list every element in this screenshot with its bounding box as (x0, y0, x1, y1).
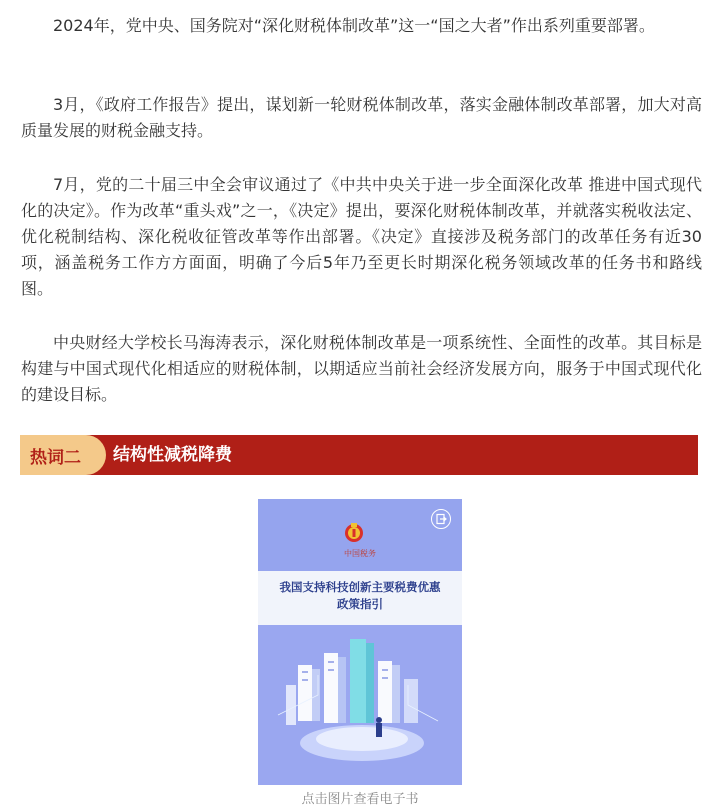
cover-title-line-2: 政策指引 (337, 597, 383, 611)
cover-title-line-1: 我国支持科技创新主要税费优惠 (279, 580, 441, 594)
paragraph-2: 3月，《政府工作报告》提出，谋划新一轮财税体制改革，落实金融体制改革部署，加大对高质量发展的财税金融支持。 (21, 95, 702, 140)
ebook-cover[interactable] (258, 499, 462, 785)
paragraph-3: 7月，党的二十届三中全会审议通过了《中共中央关于进一步全面深化改革 推进中国式现代化的决定》。作为改革“重头戏”之一，《决定》提出，要深化财税体制改革，并就落实税收法定、优化税制结构、深化税收征管改革等作出部署。《决定》直接涉及税务部门的改革任务有近30项，涵盖税务工作方方面面，明确了今后5年乃至更长时期深化税务领域改革的任务书和路线图。 (21, 175, 702, 298)
section-tag: 热词二 (20, 435, 106, 475)
section-banner (20, 435, 698, 475)
exit-icon[interactable] (431, 509, 451, 529)
cover-title-box (258, 571, 462, 625)
paragraph-4: 中央财经大学校长马海涛表示，深化财税体制改革是一项系统性、全面性的改革。其目标是构建与中国式现代化相适应的财税体制，以期适应当前社会经济发展方向，服务于中国式现代化的建设目标。 (21, 333, 702, 404)
cover-brand: 中国税务 (344, 549, 376, 558)
paragraph-1: 2024年，党中央、国务院对“深化财税体制改革”这一“国之大者”作出系列重要部署。 (53, 16, 655, 35)
ebook-caption[interactable]: 点击图片查看电子书 (301, 792, 419, 807)
tax-emblem-icon (342, 521, 366, 543)
tech-city-illustration (258, 625, 462, 785)
section-title: 结构性减税降费 (113, 445, 232, 465)
